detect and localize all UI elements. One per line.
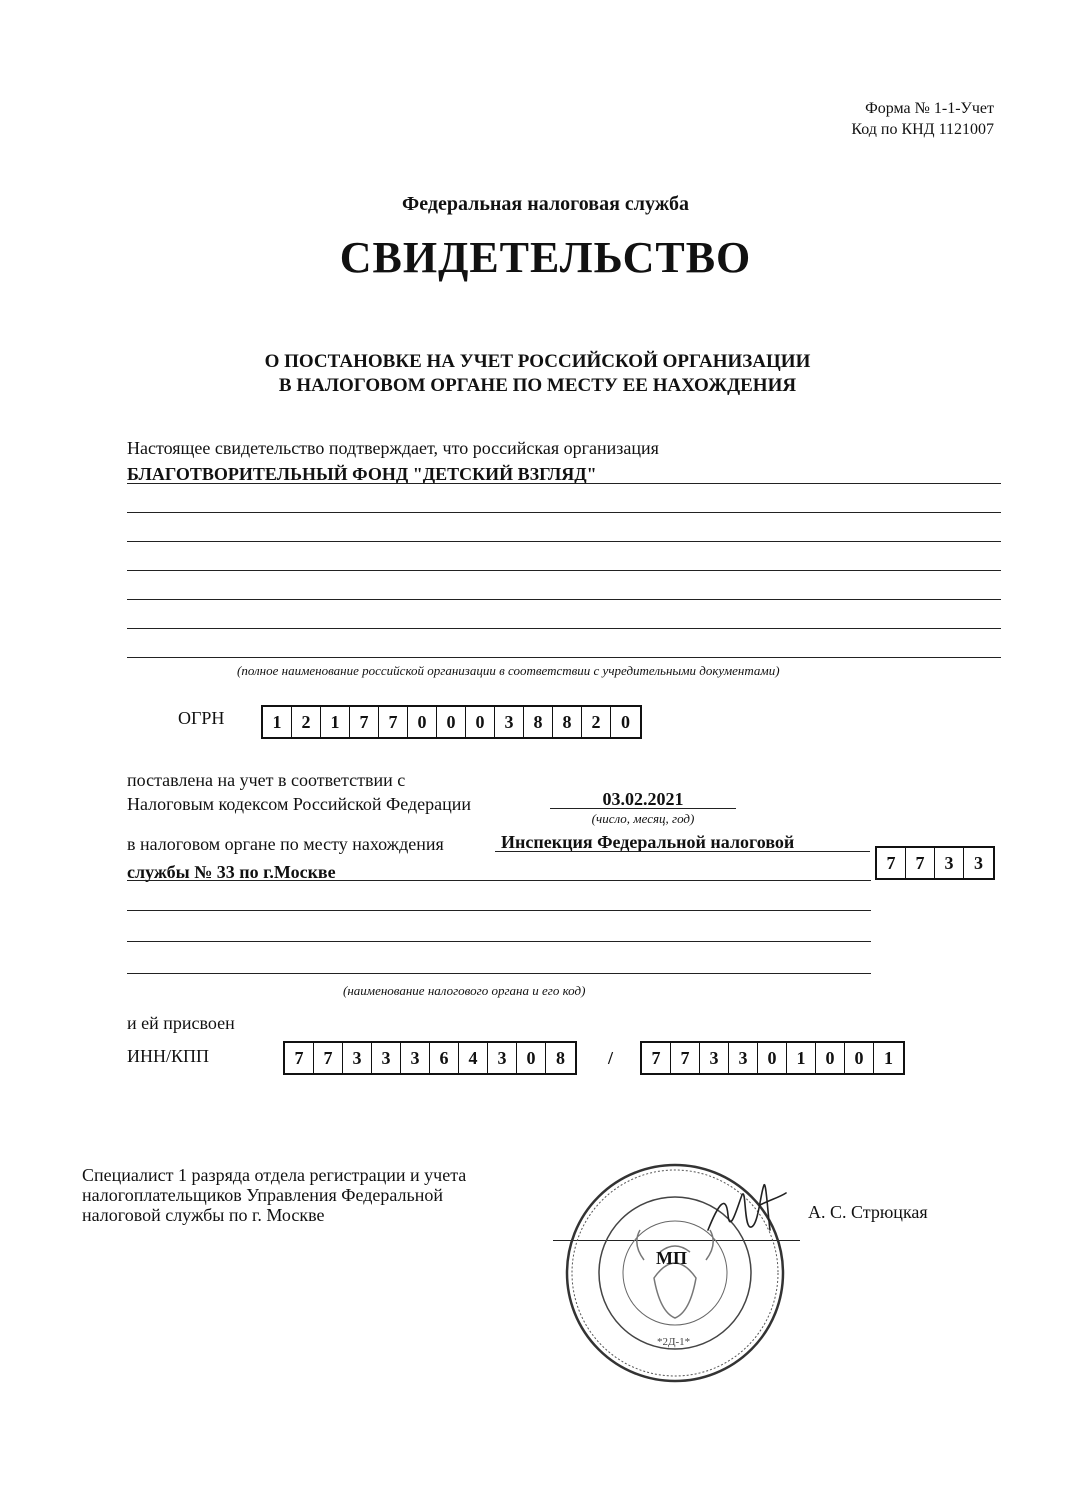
org-name-line <box>127 541 1001 542</box>
inn-digit: 3 <box>488 1043 517 1073</box>
ogrn-digit: 7 <box>379 707 408 737</box>
kpp-digit: 0 <box>816 1043 845 1073</box>
stamp-mp-label: МП <box>656 1248 687 1268</box>
inn-kpp-separator: / <box>608 1048 614 1068</box>
inn-digit: 7 <box>314 1043 343 1073</box>
ogrn-digit: 2 <box>292 707 321 737</box>
stamp-code: *2Д-1* <box>657 1336 691 1348</box>
ogrn-digit: 0 <box>408 707 437 737</box>
handwritten-signature <box>700 1175 790 1245</box>
registered-line-2: Налоговым кодексом Российской Федерации <box>127 794 472 814</box>
tax-office-line <box>127 973 871 974</box>
inn-digit: 3 <box>401 1043 430 1073</box>
kpp-digit: 1 <box>787 1043 816 1073</box>
signatory-line-3: налоговой службы по г. Москве <box>82 1205 325 1225</box>
kpp-digit: 3 <box>700 1043 729 1073</box>
kpp-cells <box>640 1041 905 1075</box>
kpp-digit: 7 <box>671 1043 700 1073</box>
tax-office-line <box>495 851 870 852</box>
subtitle-line-1: О ПОСТАНОВКЕ НА УЧЕТ РОССИЙСКОЙ ОРГАНИЗАЦИИ <box>264 351 811 372</box>
registered-line-1: поставлена на учет в соответствии с <box>127 770 406 790</box>
tax-office-code-digit: 3 <box>974 852 983 873</box>
ogrn-digit: 8 <box>524 707 553 737</box>
inn-digit: 4 <box>459 1043 488 1073</box>
inn-digit: 6 <box>430 1043 459 1073</box>
document-title: СВИДЕТЕЛЬСТВО <box>339 233 752 282</box>
tax-office-code-digit: 7 <box>906 848 935 878</box>
ogrn-digit: 0 <box>621 711 630 732</box>
ogrn-digit: 7 <box>350 707 379 737</box>
org-name-line <box>127 512 1001 513</box>
inn-digit: 8 <box>556 1047 565 1068</box>
kpp-digit: 0 <box>758 1043 787 1073</box>
signatory-line-1: Специалист 1 разряда отдела регистрации и учета <box>82 1165 467 1185</box>
kpp-digit: 1 <box>884 1047 893 1068</box>
organization-name: БЛАГОТВОРИТЕЛЬНЫЙ ФОНД "ДЕТСКИЙ ВЗГЛЯД" <box>127 464 597 484</box>
signatory-line-2: налогоплательщиков Управления Федеральной <box>82 1185 443 1205</box>
tax-office-code-cells <box>875 846 995 880</box>
inn-cells <box>283 1041 577 1075</box>
knd-code: Код по КНД 1121007 <box>851 121 994 138</box>
registration-date: 03.02.2021 <box>602 789 684 809</box>
org-name-line <box>127 657 1001 658</box>
ogrn-digit: 1 <box>321 707 350 737</box>
org-name-line <box>127 483 1001 484</box>
signatory-name: А. С. Стрюцкая <box>808 1202 928 1222</box>
org-name-line <box>127 628 1001 629</box>
subtitle-line-2: В НАЛОГОВОМ ОРГАНЕ ПО МЕСТУ ЕЕ НАХОЖДЕНИЯ <box>278 375 797 396</box>
signatory-position <box>82 1165 466 1225</box>
tax-office-prefix: в налоговом органе по месту нахождения <box>127 834 444 854</box>
assigned-text: и ей присвоен <box>127 1013 235 1033</box>
ogrn-digit: 0 <box>466 707 495 737</box>
inn-kpp-label: ИНН/КПП <box>127 1046 210 1066</box>
intro-text: Настоящее свидетельство подтверждает, что российская организация <box>127 438 659 458</box>
inn-digit: 3 <box>343 1043 372 1073</box>
kpp-digit: 7 <box>642 1043 671 1073</box>
tax-office-code-digit: 3 <box>935 848 964 878</box>
tax-office-line <box>127 910 871 911</box>
tax-office-caption: (наименование налогового органа и его код) <box>343 983 586 998</box>
kpp-digit: 3 <box>729 1043 758 1073</box>
document-subtitle <box>0 350 1075 398</box>
form-header <box>851 98 994 140</box>
inn-digit: 3 <box>372 1043 401 1073</box>
ogrn-label: ОГРН <box>178 708 225 728</box>
org-name-caption: (полное наименование российской организации в соответствии с учредительными документами) <box>237 663 780 678</box>
tax-office-line <box>127 880 871 881</box>
ogrn-digit: 3 <box>495 707 524 737</box>
tax-office-name-2: службы № 33 по г.Москве <box>127 862 336 882</box>
inn-digit: 0 <box>517 1043 546 1073</box>
tax-office-name-1: Инспекция Федеральной налоговой <box>501 832 795 852</box>
date-line <box>550 808 736 809</box>
ogrn-digit: 1 <box>263 707 292 737</box>
tax-office-line <box>127 941 871 942</box>
ogrn-digit: 2 <box>582 707 611 737</box>
ogrn-digit: 0 <box>437 707 466 737</box>
tax-office-code-digit: 7 <box>877 848 906 878</box>
ogrn-cells <box>261 705 642 739</box>
date-caption: (число, месяц, год) <box>591 811 695 826</box>
org-name-line <box>127 570 1001 571</box>
inn-digit: 7 <box>285 1043 314 1073</box>
kpp-digit: 0 <box>845 1043 874 1073</box>
ogrn-digit: 8 <box>553 707 582 737</box>
org-name-line <box>127 599 1001 600</box>
agency-name: Федеральная налоговая служба <box>402 193 689 215</box>
form-number: Форма № 1-1-Учет <box>865 100 994 117</box>
